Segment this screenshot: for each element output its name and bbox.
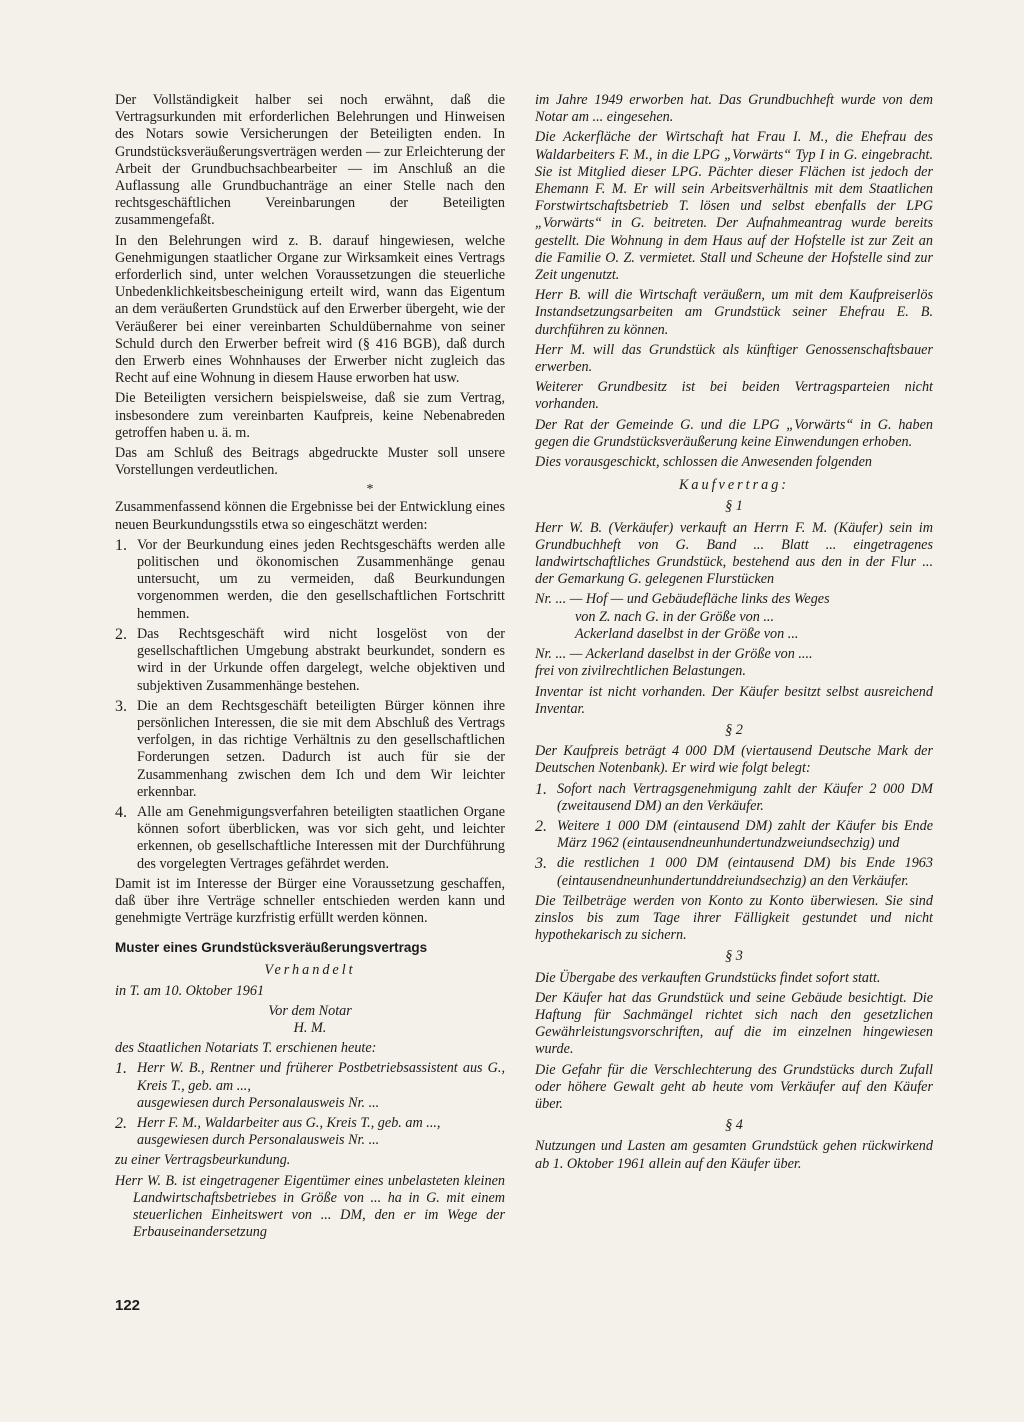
paragraph: In den Belehrungen wird z. B. darauf hingewiesen, welche Genehmigungen staatlicher Organe zur Wirksamkeit eines Vertrags erforderlich sind, unter welchen Voraussetzungen die steuerliche Unbedenklichkeitsbescheinigung erteilt wird, wann das Eigentum an dem veräußerten Grundstück auf den Erwerber übergeht, wie der Veräußerer bei einer vereinbarten Schuldübernahme von seiner Schuld durch den Erwerber befreit wird (§ 416 BGB), daß durch den Erwerb eines Wohnhauses der Erwerber nicht zugleich das Recht auf eine Wohnung in diesem Hause erworben hat usw. [115, 232, 505, 387]
verhandelt-title: Verhandelt [264, 962, 356, 979]
right-column [535, 92, 933, 1176]
paragraph: Die Übergabe des verkauften Grundstücks findet sofort statt. [535, 969, 881, 986]
list-item: 3. Die an dem Rechtsgeschäft beteiligten Bürger können ihre persönlichen Interessen, die sie mit dem Abschluß des Vertrags verfolgen, in das richtige Verhältnis zu den gesellschaftlichen Forderungen setzen. Dadurch ist auch für sie der Zusammenhang zwischen dem Ich und dem Wir leichter erkennbar. [115, 697, 505, 800]
section-separator: * [366, 482, 374, 498]
paragraph: zu einer Vertragsbeurkundung. [115, 1152, 291, 1169]
paragraph: Der Kaufpreis beträgt 4 000 DM (viertausend Deutsche Mark der Deutschen Notenbank). Er wird wie folgt belegt: [535, 743, 933, 777]
paragraph: Weiterer Grundbesitz ist bei beiden Vertragsparteien nicht vorhanden. [535, 379, 933, 413]
paragraph: Herr W. B. (Verkäufer) verkauft an Herrn F. M. (Käufer) sein im Grundbuchheft von G. Band ... Blatt ... eingetragenes landwirtschaftliches Grundstück, bestehend aus den in der Flur ... der Gemarkung G. gelegenen Flurstücken [535, 519, 933, 588]
section-sign: § 1 [725, 498, 743, 515]
payment-item: 1. Sofort nach Vertragsgenehmigung zahlt der Käufer 2 000 DM (zweitausend DM) an den Verkäufer. [535, 780, 933, 814]
section-sign: § 2 [725, 721, 743, 738]
paragraph: Dies vorausgeschickt, schlossen die Anwesenden folgenden [535, 454, 873, 471]
section-sign: § 4 [725, 1117, 743, 1134]
paragraph: Herr B. will die Wirtschaft veräußern, um mit dem Kaufpreiserlös Instandsetzungsarbeiten am Grundstück seiner Ehefrau E. B. durchführen zu können. [535, 287, 933, 338]
section-sign: § 3 [725, 948, 743, 965]
list-item: 1. Vor der Beurkundung eines jeden Rechtsgeschäfts werden alle politischen und ökonomischen Zusammenhänge genau untersucht, um zu vermeiden, daß Beurkundungen vorgenommen werden, die den gesellschaftlichen Fortschritt hemmen. [115, 536, 505, 622]
list-item: 4. Alle am Genehmigungsverfahren beteiligten staatlichen Organe können sofort überblicken, was vor sich geht, und leichter erkennen, ob gesellschaftliche Interessen mit der Durchführung des vorgelegten Vertrages gefährdet werden. [115, 803, 505, 872]
left-column [115, 92, 505, 1244]
page-number: 122 [115, 1297, 141, 1314]
payment-item: 3. die restlichen 1 000 DM (eintausend DM) bis Ende 1963 (eintausendneunhundertunddreiundsechzig) an den Verkäufer. [535, 855, 933, 889]
paragraph: Zusammenfassend können die Ergebnisse bei der Entwicklung eines neuen Beurkundungsstils etwa so eingeschätzt werden: [115, 499, 505, 533]
paragraph: Die Teilbeträge werden von Konto zu Konto überwiesen. Sie sind zinslos bis zum Tage ihrer Fälligkeit gestundet und nicht hypothekarisch zu sichern. [535, 892, 933, 944]
section-heading: Muster eines Grundstücksveräußerungsvertrags [115, 940, 428, 956]
place-date: in T. am 10. Oktober 1961 [115, 982, 265, 999]
notary-name: H. M. [293, 1019, 327, 1036]
paragraph: Herr M. will das Grundstück als künftiger Genossenschaftsbauer erwerben. [535, 341, 933, 376]
party-item: 2. Herr F. M., Waldarbeiter aus G., Kreis T., geb. am ..., ausgewiesen durch Personalausweis Nr. ... [115, 1114, 441, 1149]
payment-item: 2. Weitere 1 000 DM (eintausend DM) zahlt der Käufer bis Ende März 1962 (eintausendneunhundertundzweiundsechzig) und [535, 817, 933, 852]
paragraph: Die Beteiligten versichern beispielsweise, daß sie zum Vertrag, insbesondere zum vereinbarten Kaufpreis, keine Nebenabreden getroffen haben u. ä. m. [115, 390, 505, 441]
contract-title: Kaufvertrag: [678, 477, 790, 494]
paragraph: Der Käufer hat das Grundstück und seine Gebäude besichtigt. Die Haftung für Sachmängel richtet sich nach den gesetzlichen Gewährleistungsvorschriften, auf die im einzelnen hingewiesen wurde. [535, 989, 933, 1058]
paragraph: Nutzungen und Lasten am gesamten Grundstück gehen rückwirkend ab 1. Oktober 1961 allein auf den Käufer über. [535, 1138, 933, 1172]
paragraph: Herr W. B. ist eingetragener Eigentümer eines unbelasteten kleinen Landwirtschaftsbetriebes in Größe von ... ha in G. mit einem steuerlichen Einheitswert von ... DM, den er im Wege der Erbauseinandersetzung [115, 1172, 505, 1241]
paragraph: Der Vollständigkeit halber sei noch erwähnt, daß die Vertragsurkunden mit erforderlichen Belehrungen und Hinweisen des Notars sowie Versicherungen der Beteiligten enden. In Grundstücksveräußerungsverträgen werden — zur Erleichterung der Arbeit der Grundbuchsachbearbeiter — im Anschluß an die Auflassung alle Grundbuchanträge an einer Stelle nach den rechtsgeschäftlichen Vereinbarungen der Beteiligten zusammengefaßt. [115, 92, 505, 229]
erschienen-line: des Staatlichen Notariats T. erschienen heute: [115, 1040, 377, 1057]
paragraph: Die Gefahr für die Verschlechterung des Grundstücks durch Zufall oder höhere Gewalt geht ab heute vom Verkäufer auf den Käufer über. [535, 1061, 933, 1112]
parcel-line: Nr. ... — Hof — und Gebäudefläche links des Weges [535, 591, 830, 608]
list-item: 2. Das Rechtsgeschäft wird nicht losgelöst von der gesellschaftlichen Umgebung abstrakt beurkundet, sondern es wird in der Urkunde offen dargelegt, welche objektiven und subjektiven Zusammenhänge bestehen. [115, 625, 505, 694]
paragraph: Die Ackerfläche der Wirtschaft hat Frau I. M., die Ehefrau des Waldarbeiters F. M., in die LPG „Vorwärts“ Typ I in G. eingebracht. Sie ist Mitglied dieser LPG. Pächter dieser Flächen ist jedoch der Ehemann F. M. Er will sein Arbeitsverhältnis mit dem Staatlichen Forstwirtschaftsbetrieb T. lösen und selbst ebenfalls der LPG „Vorwärts“ in G. beitreten. Der Aufnahmeantrag wurde bereits gestellt. Die Wohnung in dem Haus auf der Hofstelle ist zur Zeit an die Familie O. Z. vermietet. Stall und Scheune der Hofstelle sind zur Zeit ungenutzt. [535, 129, 933, 284]
notary-line: Vor dem Notar [268, 1002, 352, 1019]
parcel-line: Nr. ... — Ackerland daselbst in der Größe von .... [535, 646, 813, 663]
party-item: 1. Herr W. B., Rentner und früherer Postbetriebsassistent aus G., Kreis T., geb. am ..., ausgewiesen durch Personalausweis Nr. ... [115, 1060, 505, 1111]
paragraph: Der Rat der Gemeinde G. und die LPG „Vorwärts“ in G. haben gegen die Grundstücksveräußerung keine Einwendungen erhoben. [535, 416, 933, 450]
paragraph: frei von zivilrechtlichen Belastungen. [535, 663, 746, 680]
parcel-line: von Z. nach G. in der Größe von ... [575, 608, 774, 625]
parcel-line: Ackerland daselbst in der Größe von ... [575, 625, 799, 642]
paragraph: Das am Schluß des Beitrags abgedruckte Muster soll unsere Vorstellungen verdeutlichen. [115, 445, 505, 479]
paragraph: im Jahre 1949 erworben hat. Das Grundbuchheft wurde von dem Notar am ... eingesehen. [535, 92, 933, 126]
paragraph: Damit ist im Interesse der Bürger eine Voraussetzung geschaffen, daß über ihre Verträge schneller entschieden werden kann und genehmigte Verträge kurzfristig erfüllt werden können. [115, 875, 505, 927]
paragraph: Inventar ist nicht vorhanden. Der Käufer besitzt selbst ausreichend Inventar. [535, 683, 933, 717]
